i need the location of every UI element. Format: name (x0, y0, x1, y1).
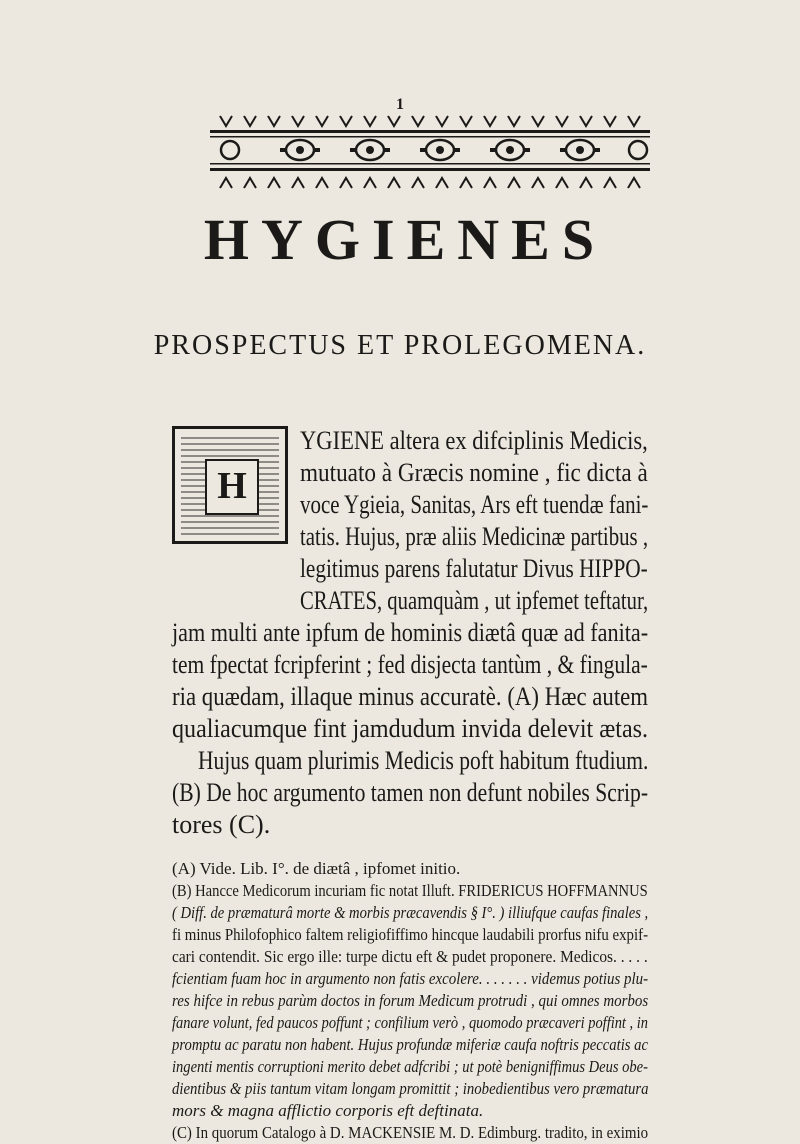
footnote-line: ingenti mentis corruptioni merito debet adfcribi ; ut potè benigniffimus Deus obe- (172, 1057, 648, 1076)
footnote-line: (B) Hancce Medicorum incuriam fic notat Illuft. FRIDERICUS HOFFMANNUS (172, 881, 648, 900)
body-line: YGIENE altera ex difciplinis Medicis, (300, 426, 648, 455)
drop-cap-box (172, 426, 288, 544)
body-line: legitimus parens falutatur Divus HIPPO- (300, 554, 648, 583)
footnote-line: promptu ac paratu non habent. Hujus profundæ miferiæ caufa noftris peccatis ac (172, 1035, 648, 1054)
footnote-line: res hifce in rebus parùm doctos in forum Medicum protrudi , qui omnes morbos (172, 991, 649, 1010)
body-line: CRATES, quamquàm , ut ipfemet teftatur, (300, 586, 649, 615)
footnote-line: fi minus Philofophico faltem religiofiffimo hincque laudabili prorfus nifu expif- (172, 925, 649, 944)
body-line: jam multi ante ipfum de hominis diætâ quæ ad fanita- (172, 618, 649, 647)
footnote-line: cari contendit. Sic ergo ille: turpe dictu eft & pudet proponere. Medicos. . . . . (172, 947, 648, 966)
section-subtitle: PROSPECTUS ET PROLEGOMENA. (153, 330, 647, 361)
page-number: 1 (396, 96, 404, 113)
body-line: Hujus quam plurimis Medicis poft habitum ftudium. (198, 746, 649, 775)
footnote-line: fanare volunt, fed paucos poffunt ; confilium verò , quomodo præcaveri poffint , in (172, 1013, 648, 1032)
body-line: tem fpectat fcripferint ; fed disjecta tantùm , & fingula- (172, 650, 648, 679)
body-line: voce Ygieia, Sanitas, Ars eft tuendæ fani- (300, 490, 649, 519)
footnote-line: fcientiam fuam hoc in argumento non fatis excolere. . . . . . . videmus potius plu- (172, 969, 649, 988)
footnote-line: dientibus & piis tantum vitam longam promittit ; inobedientibus vero præmatura (172, 1079, 649, 1098)
footnote-line: (A) Vide. Lib. I°. de diætâ , ipfomet initio. (172, 859, 461, 878)
body-line: qualiacumque fint jamdudum invida delevit ætas. (172, 714, 649, 743)
body-line: ria quædam, illaque minus accuratè. (A) Hæc autem (172, 682, 649, 711)
footnote-line: (C) In quorum Catalogo à D. MACKENSIE M. D. Edimburg. tradito, in eximio (172, 1123, 649, 1142)
footnote-line: mors & magna afflictio corporis eft deftinata. (172, 1101, 484, 1120)
page-title: HYGIENES (203, 207, 607, 272)
drop-cap-letter: H (205, 459, 259, 515)
ornamental-headpiece (210, 112, 650, 192)
body-line: (B) De hoc argumento tamen non defunt nobiles Scrip- (172, 778, 649, 807)
body-line: mutuato à Græcis nomine , fic dicta à (300, 458, 648, 487)
body-line: tatis. Hujus, præ aliis Medicinæ partibus , (300, 522, 649, 551)
footnote-line: ( Diff. de præmaturâ morte & morbis præcavendis § I°. ) illiufque caufas finales , (172, 903, 649, 922)
body-line: tores (C). (172, 810, 271, 839)
